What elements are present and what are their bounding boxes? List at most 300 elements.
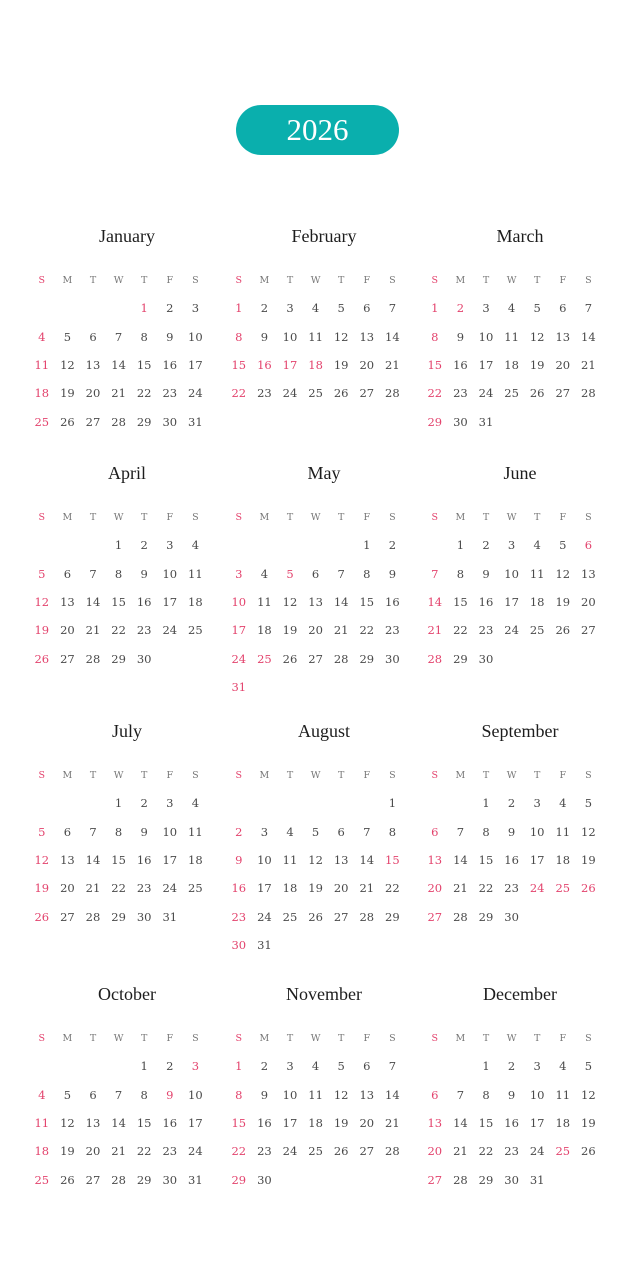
day-cell: 19 bbox=[308, 881, 323, 896]
day-cell: 21 bbox=[427, 623, 443, 638]
day-cell: 21 bbox=[453, 881, 468, 896]
month-days-grid bbox=[422, 1024, 618, 1194]
day-cell: 17 bbox=[162, 853, 178, 868]
day-cell: 27 bbox=[427, 1172, 443, 1187]
day-cell: 9 bbox=[507, 824, 516, 839]
day-cell: 27 bbox=[60, 909, 75, 924]
weekday-header: S bbox=[431, 274, 439, 286]
month-days-grid bbox=[29, 761, 225, 931]
day-cell: 19 bbox=[333, 1116, 349, 1131]
day-cell: 18 bbox=[308, 1116, 323, 1131]
day-cell: 11 bbox=[308, 1087, 323, 1102]
day-cell: 30 bbox=[504, 909, 519, 924]
day-cell: 29 bbox=[231, 1172, 247, 1187]
day-cell: 7 bbox=[584, 301, 593, 316]
day-cell: 1 bbox=[114, 538, 123, 553]
day-cell: 28 bbox=[333, 651, 349, 666]
day-cell: 29 bbox=[111, 909, 126, 924]
weekday-header: F bbox=[559, 769, 567, 781]
weekday-header: W bbox=[310, 1032, 321, 1044]
day-cell: 9 bbox=[235, 853, 243, 868]
day-cell: 10 bbox=[188, 1087, 203, 1102]
day-cell: 20 bbox=[359, 1116, 375, 1131]
day-cell: 30 bbox=[231, 937, 247, 952]
day-cell: 28 bbox=[581, 386, 596, 401]
day-cell: 19 bbox=[60, 386, 75, 401]
empty-cell bbox=[277, 789, 303, 817]
day-cell: 11 bbox=[529, 566, 545, 581]
day-cell: 23 bbox=[162, 386, 178, 401]
day-cell: 24 bbox=[162, 881, 178, 896]
day-cell: 12 bbox=[581, 824, 596, 839]
day-cell: 30 bbox=[136, 909, 152, 924]
day-cell: 4 bbox=[191, 796, 200, 811]
day-cell: 29 bbox=[453, 651, 468, 666]
day-cell: 4 bbox=[191, 538, 200, 553]
weekday-header: M bbox=[455, 1032, 466, 1044]
day-cell: 28 bbox=[359, 909, 375, 924]
day-cell: 13 bbox=[333, 853, 349, 868]
day-cell: 11 bbox=[282, 853, 298, 868]
day-cell: 15 bbox=[427, 358, 443, 373]
day-cell: 7 bbox=[388, 301, 397, 316]
day-cell: 6 bbox=[363, 301, 371, 316]
empty-cell bbox=[80, 294, 106, 322]
month-days-grid bbox=[29, 1024, 225, 1194]
day-cell: 28 bbox=[427, 651, 443, 666]
weekday-header: M bbox=[259, 511, 270, 523]
day-cell: 25 bbox=[555, 881, 571, 896]
day-cell: 26 bbox=[282, 651, 298, 666]
day-cell: 11 bbox=[188, 824, 203, 839]
day-cell: 10 bbox=[504, 566, 519, 581]
empty-cell bbox=[328, 531, 354, 559]
weekday-header: F bbox=[363, 1032, 371, 1044]
day-cell: 15 bbox=[231, 358, 247, 373]
weekday-header: F bbox=[559, 1032, 567, 1044]
month-title: November bbox=[286, 984, 362, 1004]
empty-cell bbox=[252, 789, 278, 817]
weekday-header: W bbox=[113, 1032, 124, 1044]
day-cell: 23 bbox=[478, 623, 494, 638]
day-cell: 31 bbox=[162, 909, 178, 924]
day-cell: 1 bbox=[482, 796, 490, 811]
weekday-header: F bbox=[363, 274, 371, 286]
day-cell: 6 bbox=[89, 329, 97, 344]
day-cell: 28 bbox=[85, 909, 101, 924]
weekday-header: T bbox=[534, 769, 541, 781]
day-cell: 6 bbox=[431, 1087, 439, 1102]
day-cell: 22 bbox=[359, 623, 375, 638]
day-cell: 29 bbox=[478, 909, 494, 924]
day-cell: 12 bbox=[34, 853, 50, 868]
weekday-header: S bbox=[431, 511, 439, 523]
year-badge: 2026 bbox=[236, 105, 399, 155]
day-cell: 19 bbox=[581, 853, 596, 868]
day-cell: 10 bbox=[162, 566, 178, 581]
day-cell: 25 bbox=[529, 623, 545, 638]
day-cell: 12 bbox=[60, 1116, 75, 1131]
weekday-header: T bbox=[141, 274, 148, 286]
weekday-header: W bbox=[113, 511, 124, 523]
day-cell: 6 bbox=[63, 566, 72, 581]
day-cell: 18 bbox=[188, 853, 203, 868]
day-cell: 5 bbox=[533, 301, 541, 316]
empty-cell bbox=[448, 789, 474, 817]
day-cell: 4 bbox=[533, 538, 541, 553]
day-cell: 3 bbox=[286, 301, 294, 316]
day-cell: 30 bbox=[162, 414, 178, 429]
day-cell: 16 bbox=[136, 853, 152, 868]
day-cell: 16 bbox=[136, 595, 152, 610]
day-cell: 20 bbox=[85, 386, 101, 401]
day-cell: 5 bbox=[337, 1059, 345, 1074]
empty-cell bbox=[448, 1052, 474, 1080]
day-cell: 26 bbox=[581, 881, 596, 896]
month-days-grid bbox=[226, 1024, 422, 1194]
day-cell: 28 bbox=[453, 909, 468, 924]
day-cell: 26 bbox=[581, 1144, 596, 1159]
weekday-header: W bbox=[506, 511, 517, 523]
day-cell: 8 bbox=[114, 824, 123, 839]
day-cell: 17 bbox=[231, 623, 247, 638]
day-cell: 24 bbox=[257, 909, 272, 924]
day-cell: 30 bbox=[136, 651, 152, 666]
day-cell: 8 bbox=[140, 329, 148, 344]
day-cell: 9 bbox=[456, 329, 465, 344]
day-cell: 9 bbox=[482, 566, 490, 581]
weekday-header: T bbox=[534, 511, 541, 523]
weekday-header: S bbox=[192, 769, 199, 781]
weekday-header: T bbox=[338, 769, 345, 781]
day-cell: 9 bbox=[507, 1087, 516, 1102]
day-cell: 31 bbox=[188, 1172, 203, 1187]
weekday-header: T bbox=[482, 769, 490, 781]
day-cell: 5 bbox=[38, 824, 46, 839]
weekday-header: F bbox=[166, 1032, 174, 1044]
empty-cell bbox=[55, 1052, 81, 1080]
day-cell: 11 bbox=[504, 329, 519, 344]
day-cell: 25 bbox=[257, 651, 272, 666]
day-cell: 31 bbox=[478, 414, 494, 429]
weekday-header: S bbox=[38, 1032, 46, 1044]
day-cell: 2 bbox=[507, 1059, 516, 1074]
day-cell: 22 bbox=[478, 881, 494, 896]
day-cell: 4 bbox=[559, 796, 567, 811]
weekday-header: T bbox=[534, 1032, 541, 1044]
day-cell: 3 bbox=[533, 796, 541, 811]
day-cell: 26 bbox=[555, 623, 571, 638]
weekday-header: W bbox=[506, 769, 517, 781]
weekday-header: S bbox=[235, 769, 243, 781]
empty-cell bbox=[422, 531, 448, 559]
day-cell: 4 bbox=[38, 329, 46, 344]
month-days-grid bbox=[226, 761, 422, 959]
weekday-header: M bbox=[259, 274, 270, 286]
month-title: October bbox=[98, 984, 156, 1004]
day-cell: 7 bbox=[456, 1087, 465, 1102]
day-cell: 2 bbox=[166, 1059, 174, 1074]
day-cell: 3 bbox=[507, 538, 516, 553]
day-cell: 31 bbox=[188, 414, 203, 429]
day-cell: 22 bbox=[478, 1144, 494, 1159]
day-cell: 5 bbox=[584, 796, 593, 811]
day-cell: 17 bbox=[529, 853, 545, 868]
day-cell: 2 bbox=[456, 301, 465, 316]
empty-cell bbox=[252, 531, 278, 559]
day-cell: 21 bbox=[359, 881, 375, 896]
day-cell: 16 bbox=[162, 1116, 178, 1131]
day-cell: 14 bbox=[333, 595, 349, 610]
day-cell: 9 bbox=[166, 1087, 174, 1102]
day-cell: 3 bbox=[235, 566, 243, 581]
day-cell: 16 bbox=[257, 1116, 272, 1131]
day-cell: 30 bbox=[385, 651, 400, 666]
day-cell: 11 bbox=[257, 595, 272, 610]
weekday-header: S bbox=[431, 769, 439, 781]
day-cell: 4 bbox=[507, 301, 516, 316]
day-cell: 22 bbox=[231, 1144, 247, 1159]
weekday-header: S bbox=[389, 1032, 396, 1044]
day-cell: 27 bbox=[359, 386, 375, 401]
day-cell: 15 bbox=[453, 595, 468, 610]
month-days-grid bbox=[422, 761, 618, 931]
day-cell: 24 bbox=[282, 1144, 298, 1159]
day-cell: 4 bbox=[559, 1059, 567, 1074]
day-cell: 20 bbox=[427, 881, 443, 896]
day-cell: 29 bbox=[136, 414, 152, 429]
day-cell: 27 bbox=[581, 623, 596, 638]
weekday-header: S bbox=[585, 769, 592, 781]
day-cell: 22 bbox=[453, 623, 468, 638]
day-cell: 26 bbox=[34, 909, 50, 924]
weekday-header: M bbox=[62, 274, 73, 286]
weekday-header: M bbox=[62, 769, 73, 781]
day-cell: 24 bbox=[188, 1144, 203, 1159]
weekday-header: T bbox=[286, 511, 294, 523]
day-cell: 17 bbox=[282, 1116, 298, 1131]
day-cell: 20 bbox=[427, 1144, 443, 1159]
day-cell: 18 bbox=[257, 623, 272, 638]
day-cell: 14 bbox=[427, 595, 443, 610]
empty-cell bbox=[328, 789, 354, 817]
day-cell: 21 bbox=[453, 1144, 468, 1159]
month-days-grid bbox=[29, 266, 225, 436]
day-cell: 8 bbox=[482, 1087, 490, 1102]
day-cell: 25 bbox=[188, 623, 203, 638]
day-cell: 10 bbox=[257, 853, 272, 868]
day-cell: 16 bbox=[453, 358, 468, 373]
day-cell: 4 bbox=[38, 1087, 46, 1102]
day-cell: 25 bbox=[34, 414, 50, 429]
day-cell: 16 bbox=[162, 358, 178, 373]
day-cell: 12 bbox=[60, 358, 75, 373]
day-cell: 23 bbox=[162, 1144, 178, 1159]
day-cell: 14 bbox=[359, 853, 375, 868]
day-cell: 7 bbox=[114, 329, 123, 344]
weekday-header: F bbox=[363, 511, 371, 523]
day-cell: 11 bbox=[308, 329, 323, 344]
weekday-header: W bbox=[506, 274, 517, 286]
day-cell: 26 bbox=[60, 1172, 75, 1187]
weekday-header: S bbox=[235, 511, 243, 523]
empty-cell bbox=[277, 531, 303, 559]
day-cell: 8 bbox=[235, 329, 243, 344]
empty-cell bbox=[29, 789, 55, 817]
day-cell: 18 bbox=[529, 595, 545, 610]
day-cell: 15 bbox=[359, 595, 375, 610]
day-cell: 16 bbox=[504, 853, 519, 868]
day-cell: 4 bbox=[286, 824, 294, 839]
day-cell: 24 bbox=[162, 623, 178, 638]
day-cell: 6 bbox=[311, 566, 320, 581]
day-cell: 6 bbox=[337, 824, 345, 839]
day-cell: 9 bbox=[140, 824, 148, 839]
weekday-header: T bbox=[338, 1032, 345, 1044]
day-cell: 15 bbox=[136, 1116, 152, 1131]
weekday-header: S bbox=[585, 1032, 592, 1044]
day-cell: 7 bbox=[388, 1059, 397, 1074]
weekday-header: S bbox=[235, 1032, 243, 1044]
day-cell: 20 bbox=[308, 623, 323, 638]
weekday-header: M bbox=[259, 1032, 270, 1044]
empty-cell bbox=[80, 531, 106, 559]
day-cell: 9 bbox=[388, 566, 397, 581]
day-cell: 26 bbox=[529, 386, 545, 401]
empty-cell bbox=[29, 294, 55, 322]
day-cell: 23 bbox=[257, 386, 272, 401]
weekday-header: S bbox=[585, 274, 592, 286]
day-cell: 28 bbox=[385, 386, 400, 401]
day-cell: 15 bbox=[478, 853, 494, 868]
day-cell: 7 bbox=[337, 566, 345, 581]
day-cell: 5 bbox=[286, 566, 294, 581]
weekday-header: S bbox=[192, 274, 199, 286]
day-cell: 31 bbox=[231, 679, 247, 694]
month-days-grid bbox=[226, 503, 422, 701]
day-cell: 2 bbox=[260, 301, 269, 316]
day-cell: 23 bbox=[385, 623, 400, 638]
weekday-header: T bbox=[286, 1032, 294, 1044]
day-cell: 24 bbox=[529, 1144, 545, 1159]
day-cell: 9 bbox=[166, 329, 174, 344]
weekday-header: T bbox=[338, 511, 345, 523]
day-cell: 9 bbox=[260, 1087, 269, 1102]
day-cell: 21 bbox=[333, 623, 349, 638]
day-cell: 6 bbox=[89, 1087, 97, 1102]
day-cell: 29 bbox=[111, 651, 126, 666]
empty-cell bbox=[422, 1052, 448, 1080]
day-cell: 14 bbox=[581, 329, 596, 344]
day-cell: 17 bbox=[188, 1116, 203, 1131]
day-cell: 1 bbox=[482, 1059, 490, 1074]
day-cell: 11 bbox=[34, 358, 50, 373]
day-cell: 17 bbox=[504, 595, 519, 610]
weekday-header: M bbox=[455, 511, 466, 523]
day-cell: 18 bbox=[555, 1116, 571, 1131]
day-cell: 27 bbox=[85, 414, 101, 429]
day-cell: 19 bbox=[529, 358, 545, 373]
day-cell: 25 bbox=[308, 1144, 323, 1159]
day-cell: 23 bbox=[257, 1144, 272, 1159]
day-cell: 24 bbox=[231, 651, 247, 666]
weekday-header: T bbox=[482, 274, 490, 286]
weekday-header: F bbox=[363, 769, 371, 781]
weekday-header: M bbox=[62, 511, 73, 523]
day-cell: 5 bbox=[63, 1087, 72, 1102]
day-cell: 21 bbox=[385, 1116, 400, 1131]
day-cell: 9 bbox=[140, 566, 148, 581]
day-cell: 20 bbox=[581, 595, 596, 610]
day-cell: 20 bbox=[60, 881, 75, 896]
day-cell: 24 bbox=[504, 623, 519, 638]
weekday-header: S bbox=[235, 274, 243, 286]
day-cell: 7 bbox=[89, 566, 97, 581]
day-cell: 18 bbox=[34, 1144, 50, 1159]
weekday-header: W bbox=[310, 511, 321, 523]
month-title: July bbox=[111, 721, 142, 741]
day-cell: 26 bbox=[333, 386, 349, 401]
day-cell: 7 bbox=[363, 824, 371, 839]
day-cell: 25 bbox=[188, 881, 203, 896]
day-cell: 10 bbox=[282, 1087, 298, 1102]
day-cell: 20 bbox=[555, 358, 571, 373]
day-cell: 1 bbox=[140, 301, 148, 316]
day-cell: 26 bbox=[333, 1144, 349, 1159]
day-cell: 18 bbox=[555, 853, 571, 868]
day-cell: 18 bbox=[282, 881, 298, 896]
month-title: August bbox=[297, 721, 350, 741]
day-cell: 11 bbox=[188, 566, 203, 581]
weekday-header: S bbox=[389, 769, 396, 781]
day-cell: 3 bbox=[286, 1059, 294, 1074]
day-cell: 18 bbox=[308, 358, 323, 373]
day-cell: 10 bbox=[188, 329, 203, 344]
day-cell: 30 bbox=[257, 1172, 272, 1187]
day-cell: 14 bbox=[453, 1116, 468, 1131]
day-cell: 10 bbox=[162, 824, 178, 839]
day-cell: 2 bbox=[140, 796, 148, 811]
day-cell: 5 bbox=[63, 329, 72, 344]
day-cell: 1 bbox=[235, 1059, 243, 1074]
day-cell: 14 bbox=[85, 595, 101, 610]
day-cell: 13 bbox=[60, 853, 75, 868]
day-cell: 8 bbox=[235, 1087, 243, 1102]
day-cell: 3 bbox=[191, 301, 200, 316]
weekday-header: S bbox=[431, 1032, 439, 1044]
weekday-header: F bbox=[559, 274, 567, 286]
empty-cell bbox=[106, 294, 132, 322]
weekday-header: M bbox=[259, 769, 270, 781]
day-cell: 27 bbox=[333, 909, 349, 924]
day-cell: 17 bbox=[162, 595, 178, 610]
day-cell: 12 bbox=[282, 595, 298, 610]
day-cell: 12 bbox=[333, 329, 349, 344]
day-cell: 7 bbox=[89, 824, 97, 839]
empty-cell bbox=[303, 531, 329, 559]
day-cell: 4 bbox=[260, 566, 269, 581]
day-cell: 21 bbox=[385, 358, 400, 373]
day-cell: 7 bbox=[114, 1087, 123, 1102]
weekday-header: S bbox=[389, 274, 396, 286]
day-cell: 24 bbox=[529, 881, 545, 896]
day-cell: 1 bbox=[235, 301, 243, 316]
day-cell: 17 bbox=[257, 881, 272, 896]
month-days-grid bbox=[422, 266, 618, 436]
weekday-header: T bbox=[141, 769, 148, 781]
weekday-header: S bbox=[192, 1032, 199, 1044]
day-cell: 25 bbox=[282, 909, 298, 924]
